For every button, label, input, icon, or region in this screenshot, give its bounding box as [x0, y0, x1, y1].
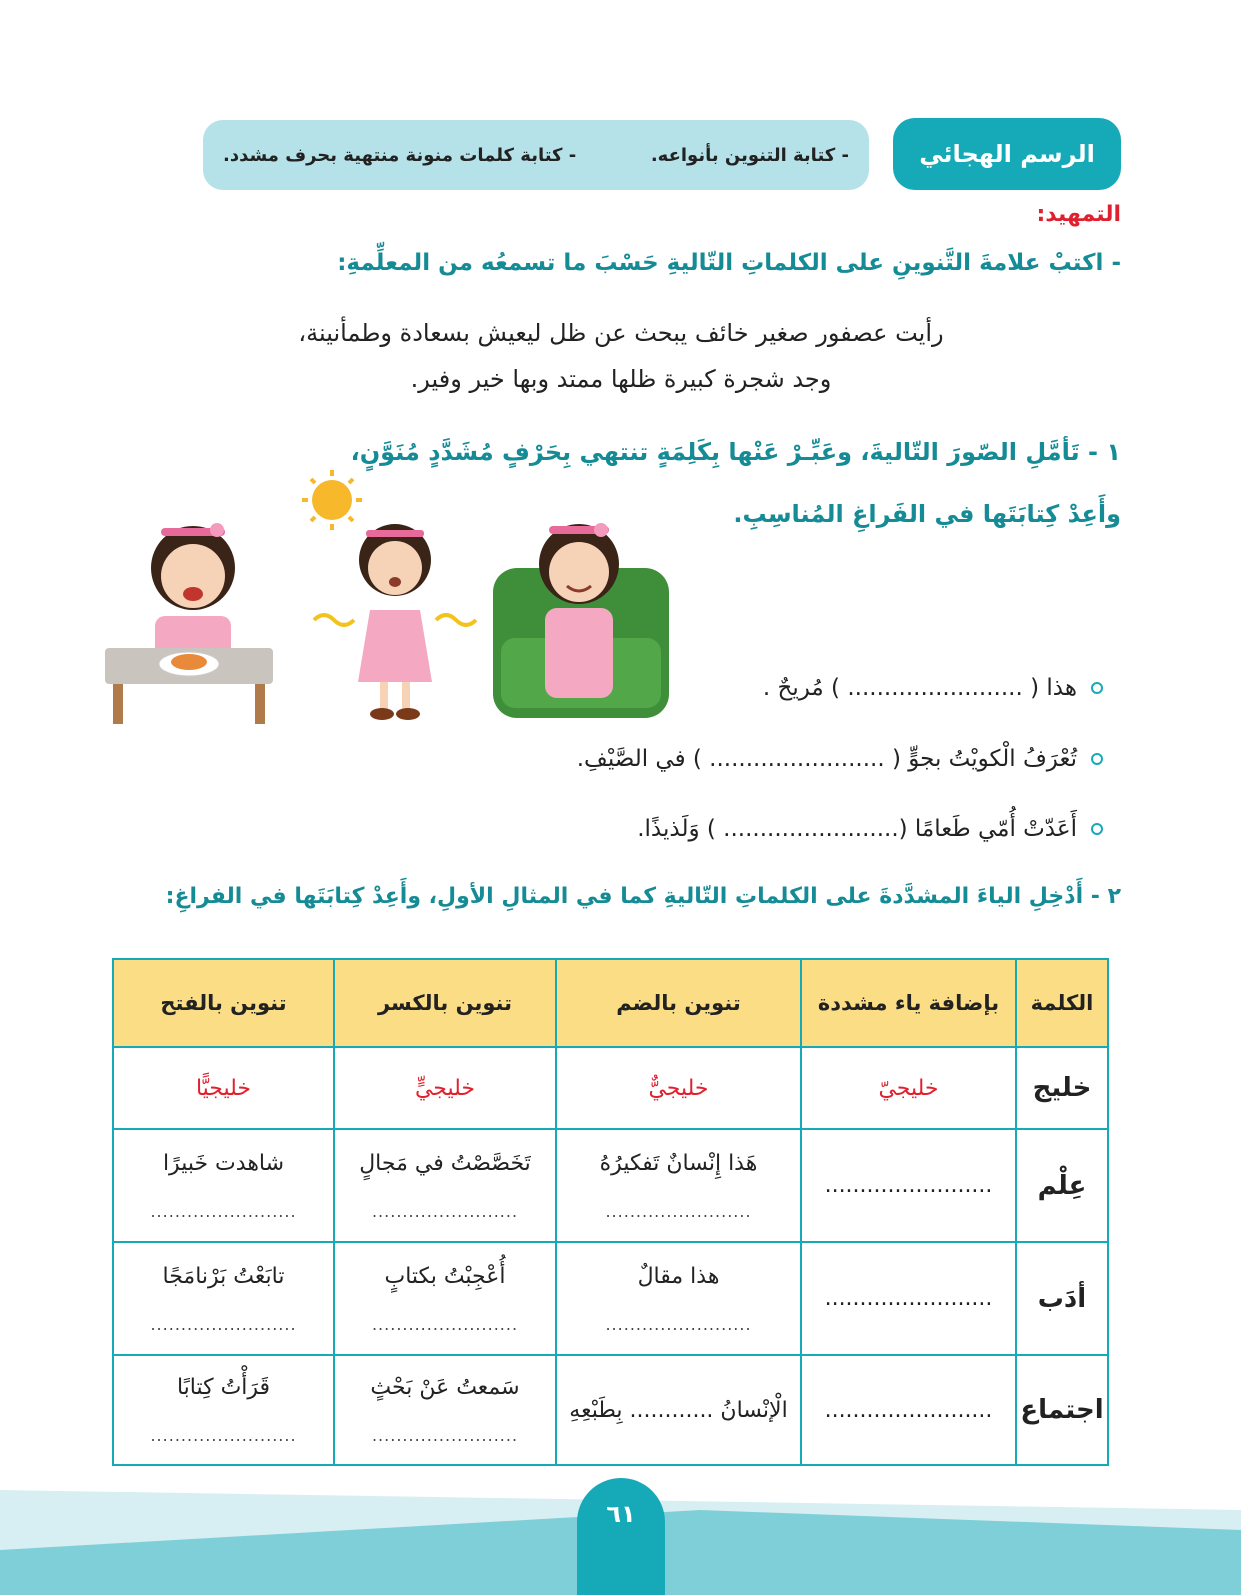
row-damm — [556, 1129, 801, 1242]
passage-line-1: رأيت عصفور صغير خائف يبحث عن ظل ليعيش بسعادة وطمأنينة، — [298, 319, 944, 347]
cell-prompt: أُعْجِبْتُ بكتابٍ — [384, 1263, 506, 1289]
answer-blank[interactable]: ........................ — [371, 1201, 519, 1221]
passage — [121, 310, 1121, 402]
row-fath: خليجيًّا — [113, 1047, 334, 1129]
exercise2-instruction: ٢ - أَدْخِلِ الياءَ المشدَّدةَ على الكلماتِ التّاليةِ كما في المثالِ الأولِ، وأَعِدْ كِتابَتَها في الفراغِ: — [165, 884, 1121, 909]
exercise1-item-text[interactable]: تُعْرَفُ الْكويْتُ بجوٍّ ( ........................ ) في الصَّيْفِ. — [576, 746, 1077, 772]
answer-blank[interactable]: ........................ — [605, 1314, 752, 1334]
answer-blank[interactable]: ........................ — [605, 1201, 752, 1221]
girl-on-sofa-icon — [493, 523, 669, 718]
objectives-bar — [203, 120, 869, 190]
cell-prompt: شاهدت خَبيرًا — [162, 1150, 285, 1176]
sun-icon — [302, 470, 362, 530]
table-header-row — [113, 959, 1108, 1047]
row-word: اجتماع — [1016, 1355, 1108, 1465]
answer-blank[interactable]: ........................ — [371, 1426, 519, 1445]
row-damm — [556, 1242, 801, 1355]
answer-blank[interactable]: ........................ — [150, 1314, 297, 1334]
row-damm[interactable] — [556, 1355, 801, 1465]
hot-girl-illustration — [300, 470, 480, 730]
exercise1-item-3 — [637, 816, 1103, 842]
objective-1: - كتابة التنوين بأنواعه. — [650, 144, 849, 166]
table-row — [113, 1355, 1108, 1465]
section-tag: الرسم الهجائي — [893, 118, 1121, 190]
row-kasr — [334, 1355, 556, 1465]
answer-blank[interactable] — [801, 1129, 1016, 1242]
page-number: ٦١ — [577, 1478, 665, 1595]
answer-blank[interactable] — [801, 1355, 1016, 1465]
exercise2-table — [112, 958, 1109, 1466]
exercise1-line-1: ١ - تَأمَّلِ الصّورَ التّاليةَ، وعَبِّـرْ عَنْها بِكَلِمَةٍ تنتهي بِحَرْفٍ مُشَدَّدٍ مُنَوَّنٍ، — [350, 438, 1121, 466]
girl-hot-icon — [314, 524, 476, 720]
exercise1-item-2 — [577, 746, 1103, 772]
table-header: بإضافة ياء مشددة — [801, 959, 1016, 1047]
table-header: تنوين بالفتح — [113, 959, 334, 1047]
bullet-circle-icon — [1091, 823, 1103, 835]
row-kasr — [334, 1129, 556, 1242]
cell-prompt: هَذا إِنْسانٌ تَفكيرُهُ — [599, 1150, 758, 1176]
answer-blank[interactable] — [801, 1242, 1016, 1355]
girl-eating-icon — [105, 523, 273, 724]
row-word: عِلْم — [1016, 1129, 1108, 1242]
cell-prompt[interactable]: الْإنْسانُ ............ بِطَبْعِهِ — [569, 1397, 788, 1423]
cell-prompt: هذا مقالٌ — [637, 1263, 720, 1289]
bullet-circle-icon — [1091, 753, 1103, 765]
passage-line-2: وجد شجرة كبيرة ظلها ممتد وبها خير وفير. — [410, 365, 832, 393]
exercise1-item-text[interactable]: هذا ( ........................ ) مُريحٌ . — [762, 675, 1077, 701]
row-kasr: خليجيٍّ — [334, 1047, 556, 1129]
exercise1-item-1 — [763, 675, 1103, 701]
intro-title: التمهيد: — [1036, 202, 1121, 227]
row-added: خليجيّ — [801, 1047, 1016, 1129]
cell-prompt: قَرَأْتُ كِتابًا — [176, 1375, 271, 1400]
answer-blank[interactable]: ........................ — [371, 1314, 519, 1334]
cell-prompt: تَخَصَّصْتُ في مَجالٍ — [359, 1150, 531, 1176]
row-word: خليج — [1016, 1047, 1108, 1129]
intro-instruction: - اكتبْ علامةَ التَّنوينِ على الكلماتِ التّاليةِ حَسْبَ ما تسمعُه من المعلِّمةِ: — [337, 250, 1121, 276]
row-fath — [113, 1129, 334, 1242]
table-row-example — [113, 1047, 1108, 1129]
cell-prompt: سَمعتُ عَنْ بَحْثٍ — [370, 1375, 520, 1400]
row-fath — [113, 1355, 334, 1465]
table-row — [113, 1242, 1108, 1355]
blank-dots[interactable]: ........................ — [824, 1397, 993, 1423]
blank-dots[interactable]: ........................ — [824, 1173, 993, 1198]
row-kasr — [334, 1242, 556, 1355]
row-fath — [113, 1242, 334, 1355]
row-word: أدَب — [1016, 1242, 1108, 1355]
table-header: تنوين بالضم — [556, 959, 801, 1047]
cell-prompt: تابَعْتُ بَرْنامَجًا — [162, 1263, 285, 1289]
answer-blank[interactable]: ........................ — [150, 1201, 297, 1221]
answer-blank[interactable]: ........................ — [150, 1426, 297, 1445]
bullet-circle-icon — [1091, 682, 1103, 694]
table-header: تنوين بالكسر — [334, 959, 556, 1047]
blank-dots[interactable]: ........................ — [824, 1286, 993, 1311]
table-row — [113, 1129, 1108, 1242]
table-header: الكلمة — [1016, 959, 1108, 1047]
row-damm: خليجيٌّ — [556, 1047, 801, 1129]
objective-2: - كتابة كلمات منونة منتهية بحرف مشدد. — [223, 144, 577, 166]
exercise1-item-text[interactable]: أَعَدّتْ أُمّي طَعامًا (........................ ) وَلَذيذًا. — [637, 816, 1077, 842]
exercise1-line-2: وأَعِدْ كِتابَتَها في الفَراغِ المُناسِبِ. — [733, 500, 1121, 528]
